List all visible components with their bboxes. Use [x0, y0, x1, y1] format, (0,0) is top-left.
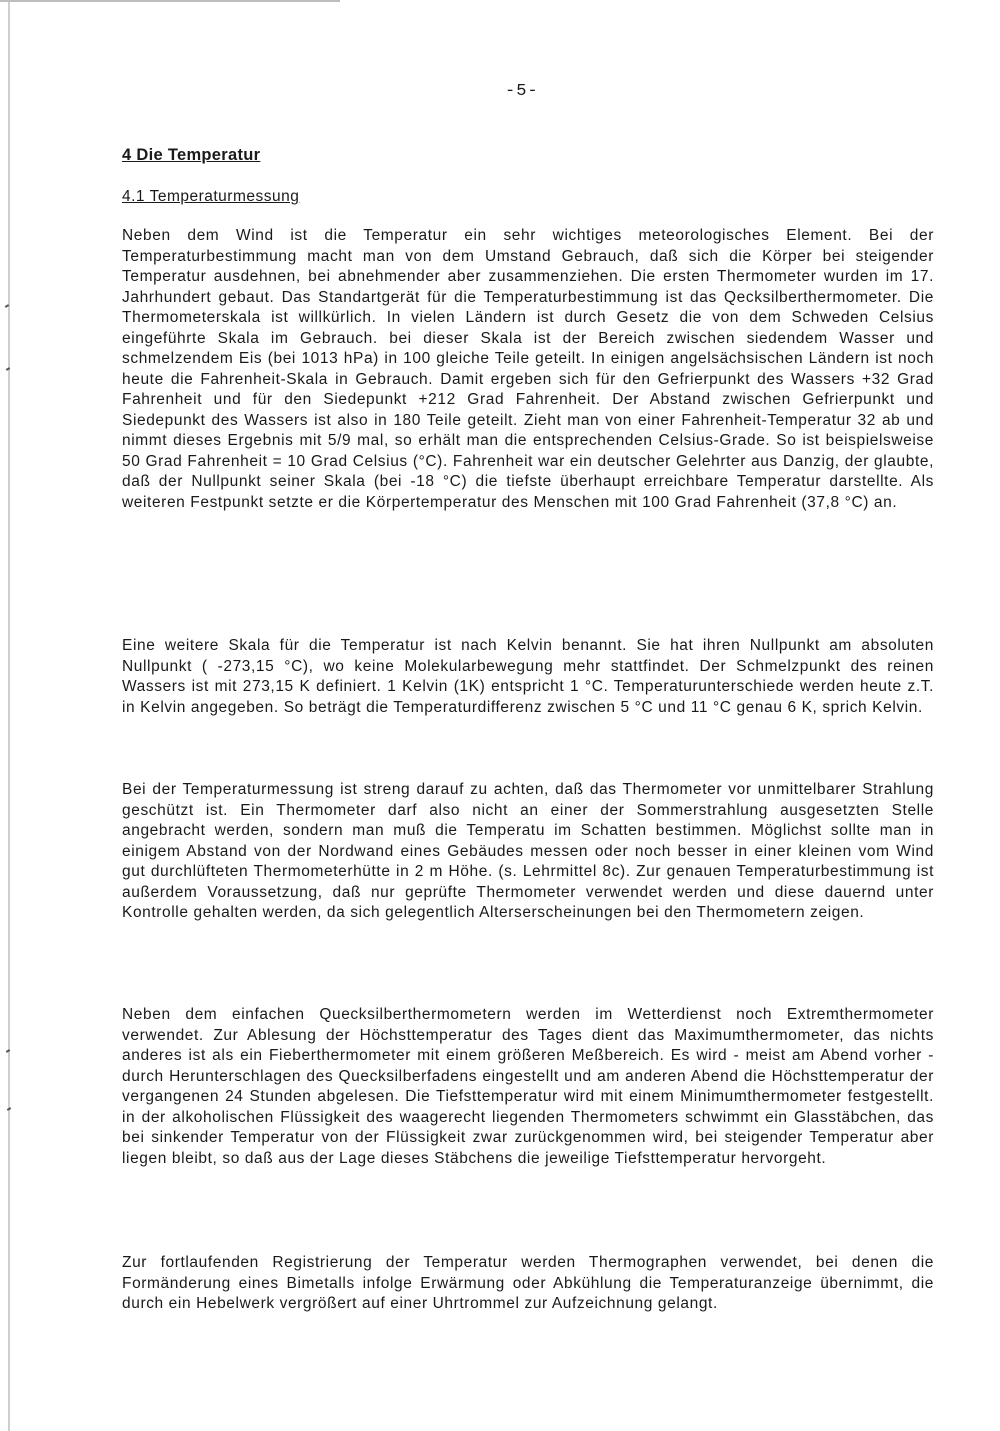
paragraph-measurement: Bei der Temperaturmessung ist streng darauf zu achten, daß das Thermometer vor unmittelbarer Strahlung geschützt ist. Ein Thermometer darf also nicht an einer der Sommerstrahlung ausgesetzten Stelle angebracht werden, sondern man muß die Temperatu im Schatten bestimmen. Möglichst sollte man in einigem Abstand von der Nordwand eines Gebäudes messen oder noch besser in einer kleinen vom Wind gut durchlüfteten Thermometerhütte in 2 m Höhe. (s. Lehrmittel 8c). Zur genauen Temperaturbestimmung ist außerdem Voraussetzung, daß nur geprüfte Thermometer verwendet werden und diese dauernd unter Kontrolle gehalten werden, da sich gelegentlich Alterserscheinungen bei den Thermometern zeigen.: [122, 781, 934, 921]
paragraph-extreme-thermometers: Neben dem einfachen Quecksilberthermometern werden im Wetterdienst noch Extremthermometer verwendet. Zur Ablesung der Höchsttemperatur des Tages dient das Maximumthermometer, das nichts anderes ist als ein Fieberthermometer mit einem größeren Meßbereich. Es wird - meist am Abend vorher - durch Herunterschlagen des Quecksilberfadens eingestellt und am anderen Abend die Höchsttemperatur der vergangenen 24 Stunden abgelesen. Die Tiefsttemperatur wird mit einem Minimumthermometer festgestellt. in der alkoholischen Flüssigkeit des waagerecht liegenden Thermometers schwimmt ein Glasstäbchen, das bei sinkender Temperatur von der Flüssigkeit zwar zurückgenommen wird, bei steigender Temperatur aber liegen bleibt, so daß aus der Lage dieses Stäbchens die jeweilige Tiefsttemperatur hervorgeht.: [122, 1006, 934, 1167]
scan-top-line: [0, 0, 340, 2]
paragraph-kelvin: Eine weitere Skala für die Temperatur ist nach Kelvin benannt. Sie hat ihren Nullpunkt am absoluten Nullpunkt ( -273,15 °C), wo keine Molekularbewegung mehr stattfindet. Der Schmelzpunkt des reinen Wassers ist mit 273,15 K definiert. 1 Kelvin (1K) entspricht 1 °C. Temperaturunterschiede werden heute z.T. in Kelvin angegeben. So beträgt die Temperaturdifferenz zwischen 5 °C und 11 °C genau 6 K, sprich Kelvin.: [122, 637, 934, 716]
chapter-title: 4 Die Temperatur: [122, 146, 261, 164]
paragraph-temperature-scales: Neben dem Wind ist die Temperatur ein sehr wichtiges meteorologisches Element. Bei der Temperaturbestimmung macht man von dem Umstand Gebrauch, daß sich die Körper bei steigender Temperatur ausdehnen, bei abnehmender aber zusammenziehen. Die ersten Thermometer wurden im 17. Jahrhundert gebaut. Das Standartgerät für die Temperaturbestimmung ist das Qecksilberthermometer. Die Thermometerskala ist willkürlich. In vielen Ländern ist durch Gesetz die von dem Schweden Celsius eingeführte Skala im Gebrauch. bei dieser Skala ist der Bereich zwischen siedendem Wasser und schmelzendem Eis (bei 1013 hPa) in 100 gleiche Teile geteilt. In einigen angelsächsischen Ländern ist noch heute die Fahrenheit-Skala in Gebrauch. Damit ergeben sich für den Gefrierpunkt des Wassers +32 Grad Fahrenheit und für den Siedepunkt +212 Grad Fahrenheit. Der Abstand zwischen Gefrierpunkt und Siedepunkt des Wassers ist also in 180 Teile geteilt. Zieht man von einer Fahrenheit-Temperatur 32 ab und nimmt dieses Ergebnis mit 5/9 mal, so erhält man die entsprechenden Celsius-Grade. So ist beispielsweise 50 Grad Fahrenheit = 10 Grad Celsius (°C). Fahrenheit war ein deutscher Gelehrter aus Danzig, der glaubte, daß der Nullpunkt seiner Skala (bei -18 °C) die tiefste überhaupt erreichbare Temperatur darstellte. Als weiteren Festpunkt setzte er die Körpertemperatur des Menschen mit 100 Grad Fahrenheit (37,8 °C) an.: [122, 227, 934, 511]
paragraph-thermographs: Zur fortlaufenden Registrierung der Temperatur werden Thermographen verwendet, bei denen die Formänderung eines Bimetalls infolge Erwärmung oder Abkühlung die Temperaturanzeige übernimmt, die durch ein Hebelwerk vergrößert auf einer Uhrtrommel zur Aufzeichnung gelangt.: [122, 1254, 934, 1312]
scan-edge-line: [8, 0, 10, 1431]
section-title: 4.1 Temperaturmessung: [122, 188, 300, 205]
page-number: -5-: [505, 82, 539, 101]
